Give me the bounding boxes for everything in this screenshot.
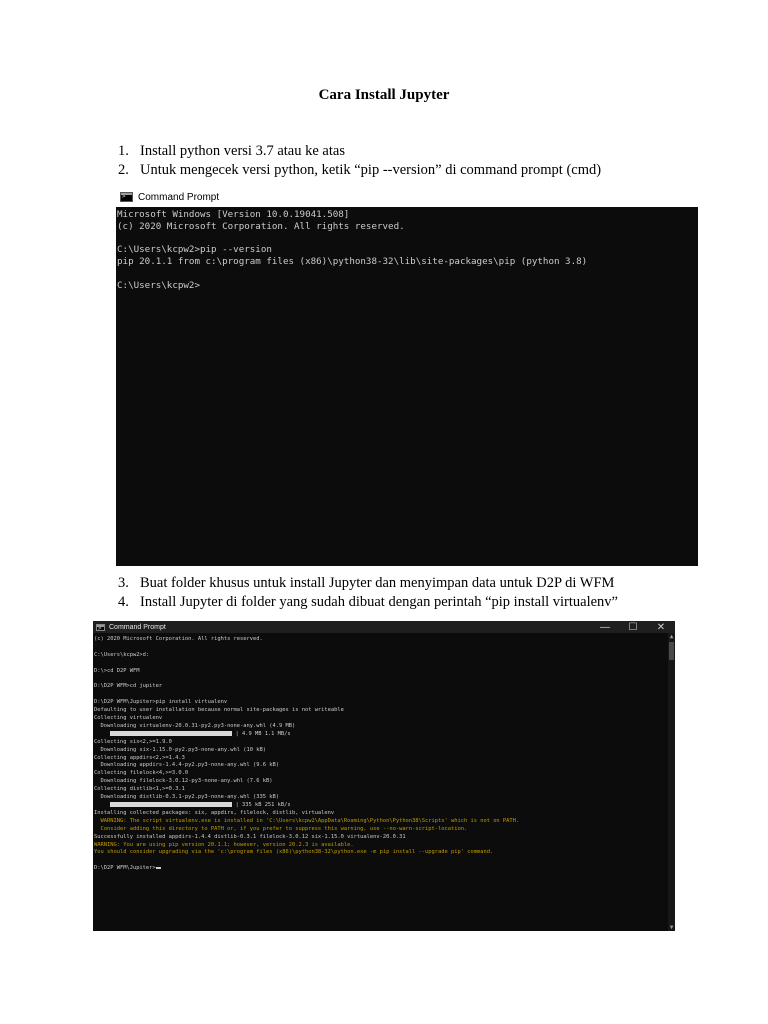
terminal-line-text: Downloading six-1.15.0-py2.py3-none-any.whl (10 kB) <box>94 746 267 753</box>
terminal-line <box>94 849 665 857</box>
terminal-line <box>94 660 665 668</box>
terminal-line-text: (c) 2020 Microsoft Corporation. All rights reserved. <box>94 636 263 642</box>
terminal-line-text: Defaulting to user installation because normal site-packages is not writeable <box>94 707 344 714</box>
terminal-line-text: C:\Users\kcpw2>pip --version <box>117 244 272 256</box>
window-controls <box>591 622 675 633</box>
step-number: 3. <box>118 575 129 591</box>
terminal-line <box>117 233 698 245</box>
window-titlebar <box>116 187 698 207</box>
terminal-line-text: Downloading filelock-3.0.12-py3-none-any.whl (7.6 kB) <box>94 778 273 785</box>
terminal-line-text: You should consider upgrading via the 'c:\program files (x86)\python38-32\python.exe -m pip install --upgrade pip' command. <box>94 849 494 856</box>
step-3 <box>118 575 614 592</box>
terminal-line-text: Installing collected packages: six, appdirs, filelock, distlib, virtualenv <box>94 809 335 816</box>
terminal-line <box>117 221 698 233</box>
vertical-scrollbar[interactable] <box>668 633 675 931</box>
step-1 <box>118 143 345 160</box>
step-number: 1. <box>118 143 129 159</box>
terminal-line <box>94 715 665 723</box>
terminal-line-text: pip 20.1.1 from c:\program files (x86)\python38-32\lib\site-packages\pip (python 3.8) <box>117 256 588 268</box>
scrollbar-thumb[interactable] <box>669 642 674 660</box>
terminal-line-text: D:\D2P WFM\Jupiter>pip install virtualenv <box>94 699 228 706</box>
terminal-output <box>116 207 698 292</box>
close-button[interactable]: ✕ <box>656 621 666 633</box>
terminal-line <box>117 209 698 221</box>
progress-text: | 4.9 MB 1.1 MB/s <box>232 730 291 737</box>
step-text: Untuk mengecek versi python, ketik “pip --version” di command prompt (cmd) <box>140 162 602 178</box>
terminal-line <box>94 723 665 731</box>
terminal-line <box>94 842 665 850</box>
terminal-line <box>117 268 698 280</box>
terminal-line-text: Downloading appdirs-1.4.4-py2.py3-none-any.whl (9.6 kB) <box>94 762 279 769</box>
step-text: Install python versi 3.7 atau ke atas <box>140 143 345 159</box>
terminal-line <box>94 786 665 794</box>
terminal-line <box>94 652 665 660</box>
progress-text: | 335 kB 251 kB/s <box>232 801 291 808</box>
terminal-line <box>94 778 665 786</box>
step-text: Install Jupyter di folder yang sudah dibuat dengan perintah “pip install virtualenv” <box>140 594 618 610</box>
terminal-line-text: C:\Users\kcpw2>d: <box>94 651 150 658</box>
terminal-line <box>117 280 698 292</box>
step-number: 4. <box>118 594 129 610</box>
cmd-icon <box>96 624 105 631</box>
terminal-line-text: D:\D2P WFM>cd jupiter <box>94 683 163 690</box>
terminal-line <box>94 865 665 873</box>
download-progress-bar <box>110 731 232 736</box>
terminal-line <box>94 818 665 826</box>
terminal-line <box>94 636 665 644</box>
terminal-line-text: Collecting six<2,>=1.9.0 <box>94 738 172 745</box>
terminal-line-text: Collecting appdirs<2,>=1.4.3 <box>94 754 185 761</box>
command-prompt-window-2 <box>93 621 675 931</box>
terminal-line-text: Microsoft Windows [Version 10.0.19041.508] <box>117 209 350 220</box>
terminal-line <box>94 747 665 755</box>
window-title: Command Prompt <box>109 623 166 631</box>
terminal-line <box>94 683 665 691</box>
step-number: 2. <box>118 162 129 178</box>
terminal-line <box>94 755 665 763</box>
terminal-line <box>94 802 665 810</box>
terminal-line-text: C:\Users\kcpw2> <box>117 279 200 291</box>
terminal-line-text: (c) 2020 Microsoft Corporation. All rights reserved. <box>117 220 405 232</box>
maximize-button[interactable]: ☐ <box>628 621 638 633</box>
terminal-line-text: Collecting virtualenv <box>94 715 163 721</box>
terminal-line-text: Downloading virtualenv-20.0.31-py2.py3-none-any.whl (4.9 MB) <box>94 722 296 729</box>
terminal-line <box>94 794 665 802</box>
command-prompt-window-1 <box>116 187 698 566</box>
window-titlebar <box>93 621 675 633</box>
terminal-line <box>117 244 698 256</box>
terminal-line <box>94 810 665 818</box>
terminal-output <box>93 633 675 873</box>
terminal-line <box>94 668 665 676</box>
scroll-down-arrow[interactable]: ▼ <box>669 924 674 931</box>
terminal-line-text: D:\>cd D2P WFM <box>94 667 140 674</box>
terminal-line-text: Collecting filelock<4,>=3.0.0 <box>94 770 189 777</box>
terminal-line-text: WARNING: The script virtualenv.exe is installed in 'C:\Users\kcpw2\AppData\Roaming\Python\Python38\Scripts' which is not on PATH. <box>94 817 520 824</box>
step-4 <box>118 594 618 611</box>
terminal-line <box>94 699 665 707</box>
document-title: Cara Install Jupyter <box>318 87 450 103</box>
window-title: Command Prompt <box>138 191 220 203</box>
cmd-icon <box>120 192 133 202</box>
terminal-line <box>94 770 665 778</box>
terminal-line-text: D:\D2P WFM\Jupiter> <box>94 865 156 872</box>
terminal-line-text: Successfully installed appdirs-1.4.4 distlib-0.3.1 filelock-3.0.12 six-1.15.0 virtualenv-20.0.31 <box>94 833 406 840</box>
terminal-line <box>94 691 665 699</box>
terminal-line <box>94 834 665 842</box>
terminal-line <box>94 707 665 715</box>
terminal-line <box>94 676 665 684</box>
terminal-line <box>117 256 698 268</box>
terminal-line <box>94 731 665 739</box>
step-text: Buat folder khusus untuk install Jupyter dan menyimpan data untuk D2P di WFM <box>140 575 615 591</box>
terminal-line <box>94 826 665 834</box>
terminal-line-text: Downloading distlib-0.3.1-py2.py3-none-any.whl (335 kB) <box>94 794 279 801</box>
download-progress-bar <box>110 802 232 807</box>
terminal-line <box>94 857 665 865</box>
step-2 <box>118 162 601 179</box>
terminal-line-text: Consider adding this directory to PATH or, if you prefer to suppress this warning, use --no-warn-script-location. <box>94 825 468 832</box>
terminal-line-text: Collecting distlib<1,>=0.3.1 <box>94 786 185 793</box>
terminal-line <box>94 739 665 747</box>
terminal-line-text: WARNING: You are using pip version 20.1.1; however, version 20.2.3 is available. <box>94 841 354 848</box>
scroll-up-arrow[interactable]: ▲ <box>669 633 674 640</box>
text-cursor <box>156 867 161 869</box>
terminal-line <box>94 644 665 652</box>
minimize-button[interactable]: — <box>600 621 610 633</box>
terminal-line <box>94 762 665 770</box>
